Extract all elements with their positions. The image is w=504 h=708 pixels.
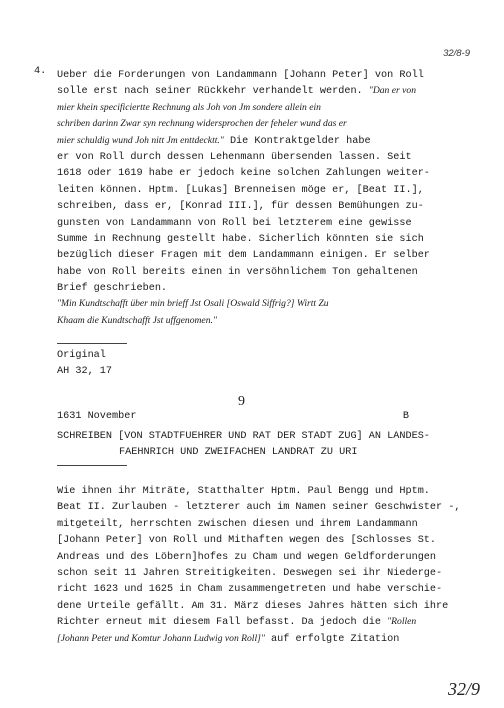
- original-label: Original: [57, 350, 106, 361]
- divider-rule: [57, 343, 127, 344]
- text-segment: Die Kontraktgelder habe: [223, 135, 371, 147]
- text-segment: 1618 oder 1619 habe er jedoch keine solchen Zahlungen weiter-: [57, 168, 430, 180]
- text-segment: solle erst nach seiner Rückkehr verhandelt werden.: [57, 86, 369, 98]
- text-line: [57, 513, 461, 529]
- text-segment: Ueber die Forderungen von Landammann [Johann Peter] von Roll: [57, 70, 424, 81]
- text-line: [57, 293, 430, 309]
- text-segment: leiten können. Hptm. [Lukas] Brenneisen möge er, [Beat II.],: [57, 184, 424, 196]
- quoted-text: mier khein specificiertte Rechnung als Joh von Jm sondere allein ein: [57, 101, 321, 113]
- text-segment: Wie ihnen ihr Miträte, Statthalter Hptm. Paul Bengg und Hptm.: [57, 486, 430, 497]
- text-segment: habe von Roll bereits einen in versöhnlichem Ton gehaltenen: [57, 266, 418, 278]
- text-line: [57, 546, 461, 562]
- quoted-text: "Rollen: [387, 616, 417, 628]
- text-line: [57, 146, 430, 162]
- text-segment: dene Urteile gefällt. Am 31. März dieses Jahres hätten sich ihre: [57, 600, 449, 612]
- quoted-text: mier schuldig wund Joh nitt Jm enttdecktt.": [57, 134, 224, 146]
- text-segment: Andreas und des Löbern]hofes zu Cham und wegen Geldforderungen: [57, 551, 437, 563]
- text-line: [57, 578, 461, 594]
- divider-rule: [57, 465, 127, 466]
- text-segment: Richter erneut mit diesem Fall befasst. Da jedoch die: [57, 617, 388, 629]
- text-line: [57, 529, 461, 545]
- text-line: [57, 595, 461, 611]
- text-segment: gunsten von Landammann von Roll bei letzterem eine gewisse: [57, 217, 412, 229]
- text-line: [57, 130, 430, 146]
- item-4: [34, 64, 430, 326]
- text-line: [57, 113, 430, 129]
- document-body: [57, 480, 461, 644]
- heading-line: SCHREIBEN [VON STADTFUEHRER UND RAT DER STADT ZUG] AN LANDES-: [57, 431, 430, 442]
- text-line: [57, 310, 430, 326]
- text-segment: bezüglich dieser Fragen mit dem Landammann einigen. Er selber: [57, 250, 430, 262]
- document-date: 1631 November: [57, 411, 137, 422]
- text-segment: [Johann Peter] von Roll und Mithaften wegen des [Schlosses St.: [57, 535, 437, 547]
- text-line: [57, 97, 430, 113]
- text-segment: schon seit 11 Jahren Streitigkeiten. Deswegen sei ihr Niederge-: [57, 567, 443, 579]
- text-line: [57, 162, 430, 178]
- text-line: [57, 261, 430, 277]
- document-letter: B: [402, 411, 409, 422]
- document-heading: [57, 429, 430, 462]
- text-segment: mitgeteilt, herrschten zwischen diesen und ihrem Landammann: [57, 518, 418, 530]
- text-line: [57, 64, 430, 80]
- quoted-text: [Johann Peter und Komtur Johann Ludwig von Roll]": [57, 632, 265, 644]
- text-line: [57, 195, 430, 211]
- original-source: [57, 348, 112, 381]
- heading-line: FAEHNRICH UND ZWEIFACHEN LANDRAT ZU URI: [119, 447, 358, 459]
- text-line: [57, 228, 430, 244]
- item-4-text: [57, 64, 430, 326]
- item-number: 4.: [34, 66, 47, 77]
- text-line: [57, 496, 461, 512]
- text-line: [57, 611, 461, 627]
- handwritten-page-number: 32/9: [447, 679, 480, 699]
- text-segment: schreiben, dass er, [Konrad III.], für dessen Bemühungen zu-: [57, 201, 424, 213]
- text-line: [57, 480, 461, 496]
- text-line: [57, 80, 430, 96]
- text-segment: Beat II. Zurlauben - letzterer auch im Namen seiner Geschwister -,: [57, 502, 461, 514]
- text-line: [57, 628, 461, 644]
- text-line: [57, 179, 430, 195]
- text-line: [57, 244, 430, 260]
- text-segment: richt 1623 und 1625 in Cham zusammengetreten und habe verschie-: [57, 584, 443, 596]
- archive-reference: AH 32, 17: [57, 366, 113, 378]
- text-segment: Brief geschrieben.: [57, 283, 168, 295]
- quoted-text: "Dan er von: [368, 85, 416, 97]
- text-segment: auf erfolgte Zitation: [264, 633, 400, 645]
- quoted-text: schriben darinn Zwar syn rechnung widersprochen der feheler wund das er: [57, 118, 347, 130]
- quoted-text: "Min Kundtschafft über min brieff Jst Osali [Oswald Siffrig?] Wirtt Zu: [57, 298, 329, 310]
- text-segment: er von Roll durch dessen Lehenmann übersenden lassen. Seit: [57, 151, 412, 163]
- page-reference: 32/8-9: [443, 48, 470, 59]
- quoted-text: Khaam die Kundtschafft Jst uffgenomen.": [57, 314, 217, 326]
- document-number: 9: [238, 394, 245, 409]
- text-line: [57, 277, 430, 293]
- text-segment: Summe in Rechnung gestellt habe. Sicherlich könnten sie sich: [57, 233, 424, 245]
- text-line: [57, 212, 430, 228]
- text-line: [57, 562, 461, 578]
